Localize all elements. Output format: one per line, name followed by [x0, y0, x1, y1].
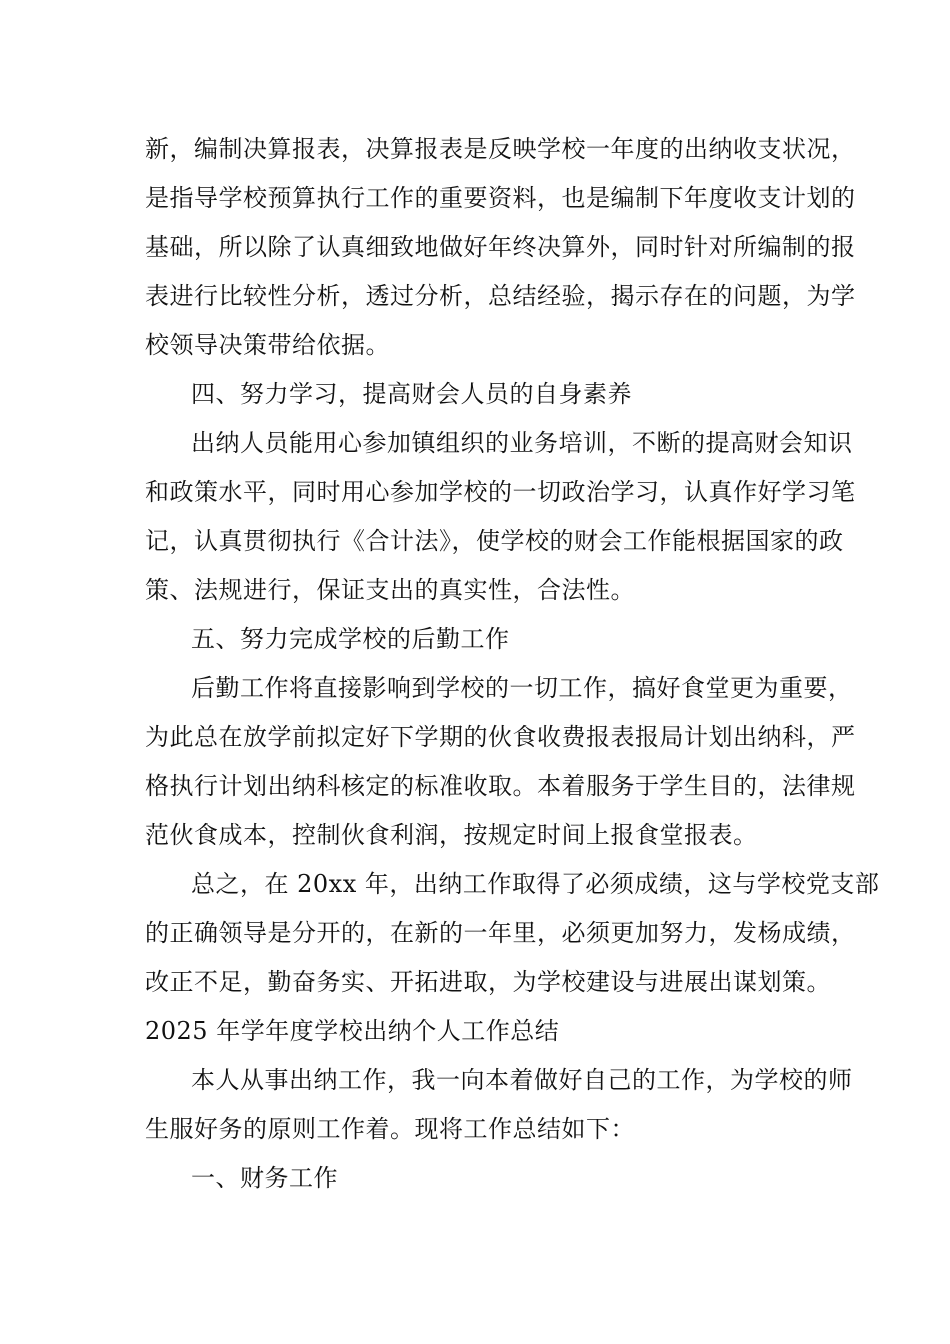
text-line: 的正确领导是分开的，在新的一年里，必须更加努力，发杨成绩， [145, 919, 856, 947]
text-line: 格执行计划出纳科核定的标准收取。本着服务于学生目的，法律规 [145, 772, 856, 800]
text-line: 本人从事出纳工作，我一向本着做好自己的工作，为学校的师 [191, 1066, 853, 1094]
text-line: 2025 年学年度学校出纳个人工作总结 [145, 1017, 560, 1045]
text-line: 表进行比较性分析，透过分析，总结经验，揭示存在的问题，为学 [145, 282, 856, 310]
text-line: 是指导学校预算执行工作的重要资料，也是编制下年度收支计划的 [145, 184, 856, 212]
text-line: 和政策水平，同时用心参加学校的一切政治学习，认真作好学习笔 [145, 478, 856, 506]
text-line: 生服好务的原则工作着。现将工作总结如下： [145, 1115, 635, 1143]
text-line: 策、法规进行，保证支出的真实性，合法性。 [145, 576, 635, 604]
text-line: 为此总在放学前拟定好下学期的伙食收费报表报局计划出纳科，严 [145, 723, 856, 751]
text-line: 改正不足，勤奋务实、开拓进取，为学校建设与进展出谋划策。 [145, 968, 831, 996]
text-line: 总之，在 20xx 年，出纳工作取得了必须成绩，这与学校党支部 [191, 870, 880, 898]
document-body [145, 125, 880, 1203]
text-line: 出纳人员能用心参加镇组织的业务培训，不断的提高财会知识 [191, 429, 853, 457]
text-line: 基础，所以除了认真细致地做好年终决算外，同时针对所编制的报 [145, 233, 856, 261]
text-line: 新，编制决算报表，决算报表是反映学校一年度的出纳收支状况， [145, 135, 856, 163]
text-line: 后勤工作将直接影响到学校的一切工作，搞好食堂更为重要， [191, 674, 853, 702]
text-line: 校领导决策带给依据。 [145, 331, 390, 359]
text-line: 一、财务工作 [191, 1164, 338, 1192]
text-line: 五、努力完成学校的后勤工作 [191, 625, 510, 653]
text-line: 记，认真贯彻执行《合计法》，使学校的财会工作能根据国家的政 [145, 527, 844, 555]
text-line: 四、努力学习，提高财会人员的自身素养 [191, 380, 632, 408]
text-line: 范伙食成本，控制伙食利润，按规定时间上报食堂报表。 [145, 821, 758, 849]
